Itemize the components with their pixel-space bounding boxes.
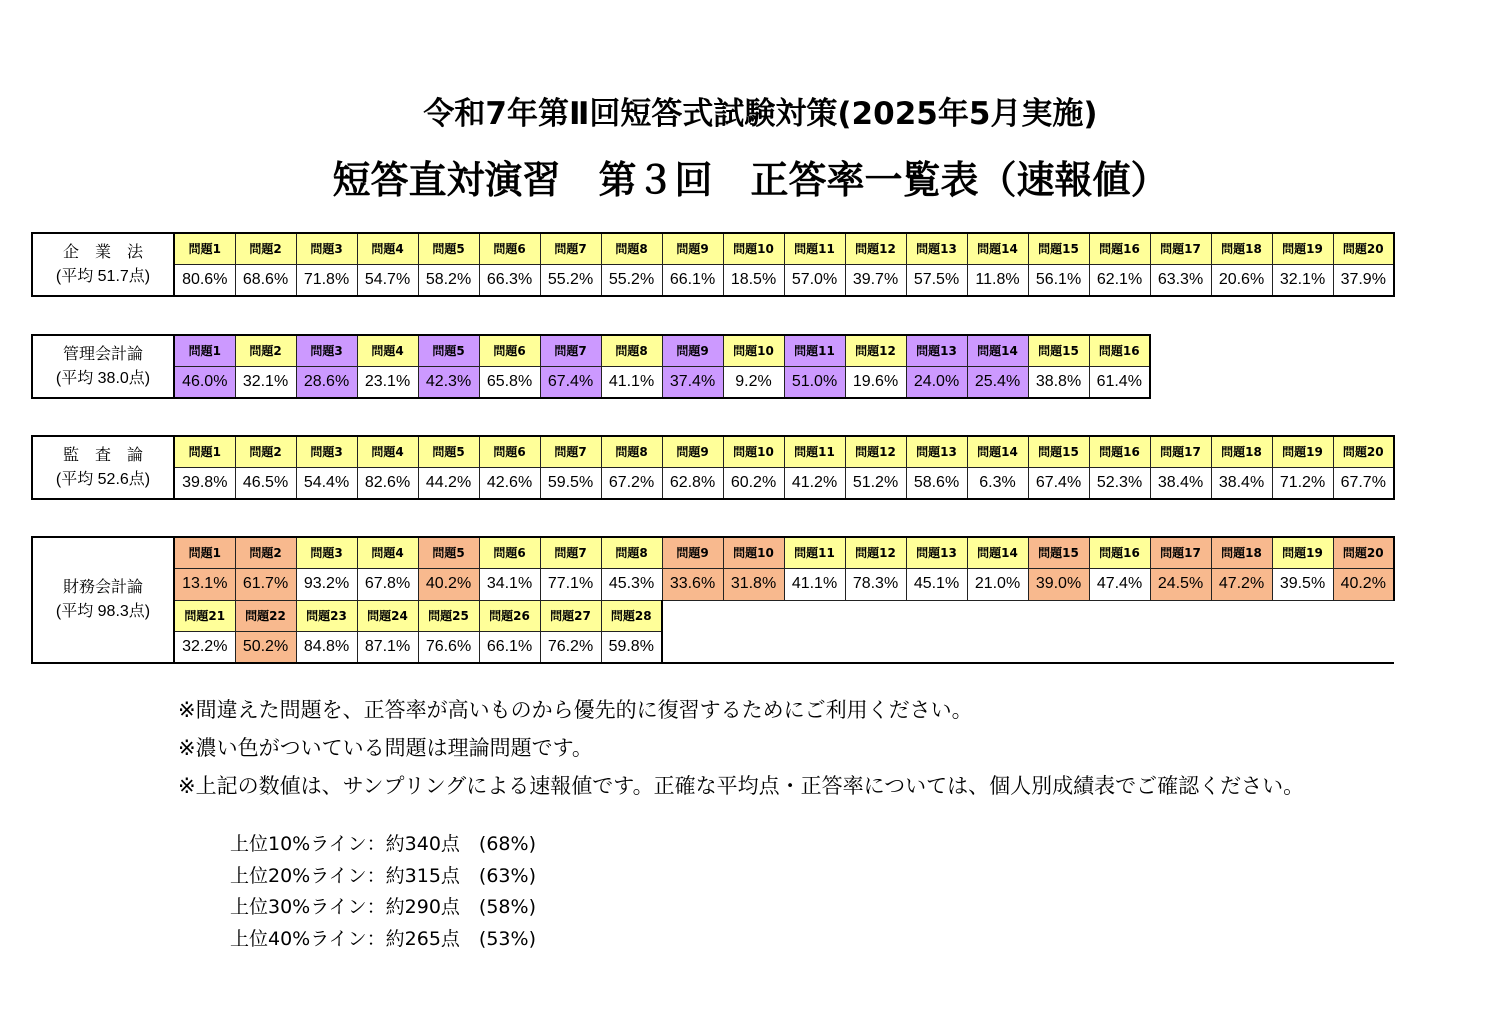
question-label: 問題18	[1211, 436, 1272, 467]
question-label: 問題4	[357, 436, 418, 467]
correct-rate-value: 93.2%	[296, 568, 357, 600]
correct-rate-value: 9.2%	[723, 366, 784, 398]
question-label: 問題19	[1272, 436, 1333, 467]
question-label: 問題13	[906, 436, 967, 467]
correct-rate-value: 87.1%	[357, 631, 418, 663]
question-label: 問題16	[1089, 537, 1150, 568]
correct-rate-value: 67.7%	[1333, 467, 1394, 499]
question-label: 問題22	[235, 600, 296, 631]
question-label: 問題24	[357, 600, 418, 631]
correct-rate-value: 78.3%	[845, 568, 906, 600]
empty-cell	[1333, 631, 1394, 663]
correct-rate-value: 33.6%	[662, 568, 723, 600]
question-label: 問題9	[662, 335, 723, 366]
correct-rate-value: 19.6%	[845, 366, 906, 398]
question-label: 問題11	[784, 537, 845, 568]
question-label: 問題13	[906, 537, 967, 568]
question-label: 問題11	[784, 436, 845, 467]
question-label: 問題12	[845, 335, 906, 366]
question-label: 問題12	[845, 233, 906, 264]
note-item: ※上記の数値は、サンプリングによる速報値です。正確な平均点・正答率については、個人別成績表でご確認ください。	[178, 774, 1305, 798]
empty-cell	[784, 600, 845, 631]
empty-cell	[845, 600, 906, 631]
question-label: 問題7	[540, 335, 601, 366]
correct-rate-value: 61.4%	[1089, 366, 1150, 398]
correct-rate-value: 31.8%	[723, 568, 784, 600]
empty-cell	[1272, 631, 1333, 663]
question-label: 問題8	[601, 335, 662, 366]
correct-rate-value: 77.1%	[540, 568, 601, 600]
correct-rate-value: 45.3%	[601, 568, 662, 600]
question-label: 問題3	[296, 335, 357, 366]
correct-rate-value: 51.2%	[845, 467, 906, 499]
correct-rate-value: 67.8%	[357, 568, 418, 600]
question-label: 問題8	[601, 436, 662, 467]
question-label: 問題13	[906, 335, 967, 366]
subject-average: (平均 38.0点)	[55, 369, 151, 387]
correct-rate-value: 38.8%	[1028, 366, 1089, 398]
subject-name-cell	[32, 436, 174, 499]
question-label: 問題3	[296, 537, 357, 568]
question-label: 問題9	[662, 537, 723, 568]
question-label: 問題12	[845, 436, 906, 467]
empty-cell	[906, 631, 967, 663]
subject-average: (平均 51.7点)	[55, 267, 151, 285]
correct-rate-value: 47.4%	[1089, 568, 1150, 600]
subject-name-cell	[32, 537, 174, 663]
question-label: 問題8	[601, 537, 662, 568]
question-label: 問題10	[723, 233, 784, 264]
percentile-lines	[230, 830, 536, 956]
correct-rate-value: 34.1%	[479, 568, 540, 600]
question-label: 問題17	[1150, 537, 1211, 568]
correct-rate-value: 63.3%	[1150, 264, 1211, 296]
subject-name: 監 査 論	[62, 446, 143, 464]
correct-rate-value: 76.2%	[540, 631, 601, 663]
correct-rate-value: 54.4%	[296, 467, 357, 499]
correct-rate-value: 42.6%	[479, 467, 540, 499]
question-label: 問題5	[418, 537, 479, 568]
page-subtitle: 短答直対演習 第３回 正答率一覧表（速報値）	[332, 158, 1169, 202]
question-label: 問題14	[967, 335, 1028, 366]
subject-name: 企 業 法	[62, 243, 143, 261]
correct-rate-value: 54.7%	[357, 264, 418, 296]
question-label: 問題6	[479, 335, 540, 366]
question-label: 問題12	[845, 537, 906, 568]
question-label: 問題7	[540, 233, 601, 264]
question-label: 問題25	[418, 600, 479, 631]
empty-cell	[1272, 600, 1333, 631]
correct-rate-value: 20.6%	[1211, 264, 1272, 296]
correct-rate-value: 67.4%	[1028, 467, 1089, 499]
subject-name-cell	[32, 335, 174, 398]
empty-cell	[1089, 600, 1150, 631]
question-label: 問題7	[540, 537, 601, 568]
empty-cell	[1028, 600, 1089, 631]
question-label: 問題2	[235, 436, 296, 467]
subject-table	[31, 435, 1395, 500]
correct-rate-value: 60.2%	[723, 467, 784, 499]
question-label: 問題6	[479, 436, 540, 467]
correct-rate-value: 84.8%	[296, 631, 357, 663]
question-label: 問題5	[418, 335, 479, 366]
question-label: 問題26	[479, 600, 540, 631]
question-label: 問題14	[967, 537, 1028, 568]
question-label: 問題1	[174, 537, 235, 568]
correct-rate-value: 61.7%	[235, 568, 296, 600]
empty-cell	[784, 631, 845, 663]
correct-rate-value: 42.3%	[418, 366, 479, 398]
page-title: 令和7年第Ⅱ回短答式試験対策(2025年5月実施)	[423, 96, 1098, 132]
correct-rate-value: 80.6%	[174, 264, 235, 296]
correct-rate-value: 11.8%	[967, 264, 1028, 296]
correct-rate-value: 24.0%	[906, 366, 967, 398]
question-label: 問題9	[662, 436, 723, 467]
question-label: 問題1	[174, 335, 235, 366]
subject-name: 財務会計論	[62, 579, 143, 596]
empty-cell	[967, 600, 1028, 631]
question-label: 問題4	[357, 537, 418, 568]
correct-rate-value: 57.0%	[784, 264, 845, 296]
question-label: 問題10	[723, 335, 784, 366]
question-label: 問題8	[601, 233, 662, 264]
empty-cell	[662, 631, 723, 663]
percentile-line: 上位20%ライン：約315点 (63%)	[230, 864, 536, 887]
question-label: 問題14	[967, 233, 1028, 264]
correct-rate-value: 67.4%	[540, 366, 601, 398]
correct-rate-value: 44.2%	[418, 467, 479, 499]
correct-rate-value: 41.1%	[601, 366, 662, 398]
subject-average: (平均 52.6点)	[55, 470, 151, 488]
correct-rate-value: 59.8%	[601, 631, 662, 663]
empty-cell	[1150, 631, 1211, 663]
subject-name-cell	[32, 233, 174, 296]
empty-cell	[1211, 631, 1272, 663]
correct-rate-value: 39.8%	[174, 467, 235, 499]
note-item: ※濃い色がついている問題は理論問題です。	[178, 736, 593, 760]
question-label: 問題5	[418, 436, 479, 467]
subject-table	[31, 232, 1395, 297]
empty-cell	[1211, 600, 1272, 631]
correct-rate-value: 82.6%	[357, 467, 418, 499]
empty-cell	[845, 631, 906, 663]
question-label: 問題2	[235, 233, 296, 264]
correct-rate-value: 46.5%	[235, 467, 296, 499]
empty-cell	[1333, 600, 1394, 631]
question-label: 問題18	[1211, 537, 1272, 568]
correct-rate-value: 38.4%	[1150, 467, 1211, 499]
correct-rate-value: 41.1%	[784, 568, 845, 600]
question-label: 問題20	[1333, 233, 1394, 264]
correct-rate-value: 52.3%	[1089, 467, 1150, 499]
correct-rate-value: 51.0%	[784, 366, 845, 398]
correct-rate-value: 45.1%	[906, 568, 967, 600]
correct-rate-value: 76.6%	[418, 631, 479, 663]
question-label: 問題15	[1028, 233, 1089, 264]
subject-table	[31, 334, 1151, 399]
question-label: 問題20	[1333, 537, 1394, 568]
percentile-line: 上位10%ライン：約340点 (68%)	[230, 833, 536, 855]
empty-cell	[967, 631, 1028, 663]
notes	[178, 694, 1304, 808]
correct-rate-value: 21.0%	[967, 568, 1028, 600]
question-label: 問題10	[723, 537, 784, 568]
correct-rate-value: 32.1%	[1272, 264, 1333, 296]
question-label: 問題1	[174, 233, 235, 264]
correct-rate-value: 41.2%	[784, 467, 845, 499]
correct-rate-value: 66.1%	[662, 264, 723, 296]
correct-rate-value: 37.4%	[662, 366, 723, 398]
question-label: 問題4	[357, 233, 418, 264]
empty-cell	[723, 631, 784, 663]
correct-rate-value: 62.8%	[662, 467, 723, 499]
correct-rate-value: 50.2%	[235, 631, 296, 663]
subject-table	[31, 536, 1395, 664]
question-label: 問題20	[1333, 436, 1394, 467]
question-label: 問題17	[1150, 436, 1211, 467]
question-label: 問題2	[235, 537, 296, 568]
correct-rate-value: 39.0%	[1028, 568, 1089, 600]
question-label: 問題14	[967, 436, 1028, 467]
question-label: 問題6	[479, 233, 540, 264]
correct-rate-value: 6.3%	[967, 467, 1028, 499]
question-label: 問題16	[1089, 233, 1150, 264]
question-label: 問題28	[601, 600, 662, 631]
correct-rate-value: 71.8%	[296, 264, 357, 296]
correct-rate-value: 68.6%	[235, 264, 296, 296]
question-label: 問題21	[174, 600, 235, 631]
correct-rate-value: 40.2%	[418, 568, 479, 600]
correct-rate-value: 55.2%	[540, 264, 601, 296]
correct-rate-value: 47.2%	[1211, 568, 1272, 600]
percentile-line: 上位30%ライン：約290点 (58%)	[230, 896, 536, 918]
question-label: 問題27	[540, 600, 601, 631]
correct-rate-value: 25.4%	[967, 366, 1028, 398]
question-label: 問題11	[784, 233, 845, 264]
correct-rate-value: 28.6%	[296, 366, 357, 398]
question-label: 問題9	[662, 233, 723, 264]
question-label: 問題16	[1089, 436, 1150, 467]
question-label: 問題7	[540, 436, 601, 467]
question-label: 問題3	[296, 233, 357, 264]
correct-rate-value: 38.4%	[1211, 467, 1272, 499]
question-label: 問題2	[235, 335, 296, 366]
note-item: ※間違えた問題を、正答率が高いものから優先的に復習するためにご利用ください。	[178, 698, 973, 722]
correct-rate-value: 57.5%	[906, 264, 967, 296]
question-label: 問題15	[1028, 335, 1089, 366]
question-label: 問題6	[479, 537, 540, 568]
correct-rate-value: 65.8%	[479, 366, 540, 398]
correct-rate-value: 40.2%	[1333, 568, 1394, 600]
correct-rate-value: 18.5%	[723, 264, 784, 296]
question-label: 問題16	[1089, 335, 1150, 366]
correct-rate-value: 58.6%	[906, 467, 967, 499]
question-label: 問題19	[1272, 537, 1333, 568]
question-label: 問題15	[1028, 537, 1089, 568]
correct-rate-value: 71.2%	[1272, 467, 1333, 499]
correct-rate-value: 67.2%	[601, 467, 662, 499]
empty-cell	[1028, 631, 1089, 663]
correct-rate-value: 37.9%	[1333, 264, 1394, 296]
question-label: 問題3	[296, 436, 357, 467]
correct-rate-value: 23.1%	[357, 366, 418, 398]
correct-rate-value: 32.2%	[174, 631, 235, 663]
correct-rate-value: 39.5%	[1272, 568, 1333, 600]
question-label: 問題18	[1211, 233, 1272, 264]
empty-cell	[723, 600, 784, 631]
question-label: 問題23	[296, 600, 357, 631]
question-label: 問題11	[784, 335, 845, 366]
correct-rate-value: 56.1%	[1028, 264, 1089, 296]
correct-rate-value: 39.7%	[845, 264, 906, 296]
question-label: 問題19	[1272, 233, 1333, 264]
subject-average: (平均 98.3点)	[55, 603, 151, 620]
question-label: 問題10	[723, 436, 784, 467]
correct-rate-value: 13.1%	[174, 568, 235, 600]
subject-name: 管理会計論	[62, 345, 143, 363]
correct-rate-value: 59.5%	[540, 467, 601, 499]
empty-cell	[906, 600, 967, 631]
percentile-line: 上位40%ライン：約265点 (53%)	[230, 927, 536, 950]
correct-rate-value: 62.1%	[1089, 264, 1150, 296]
question-label: 問題13	[906, 233, 967, 264]
correct-rate-value: 55.2%	[601, 264, 662, 296]
question-label: 問題15	[1028, 436, 1089, 467]
correct-rate-value: 58.2%	[418, 264, 479, 296]
question-label: 問題17	[1150, 233, 1211, 264]
empty-cell	[662, 600, 723, 631]
correct-rate-value: 32.1%	[235, 366, 296, 398]
question-label: 問題5	[418, 233, 479, 264]
correct-rate-value: 46.0%	[174, 366, 235, 398]
empty-cell	[1150, 600, 1211, 631]
correct-rate-value: 66.1%	[479, 631, 540, 663]
empty-cell	[1089, 631, 1150, 663]
correct-rate-value: 24.5%	[1150, 568, 1211, 600]
question-label: 問題1	[174, 436, 235, 467]
correct-rate-value: 66.3%	[479, 264, 540, 296]
question-label: 問題4	[357, 335, 418, 366]
